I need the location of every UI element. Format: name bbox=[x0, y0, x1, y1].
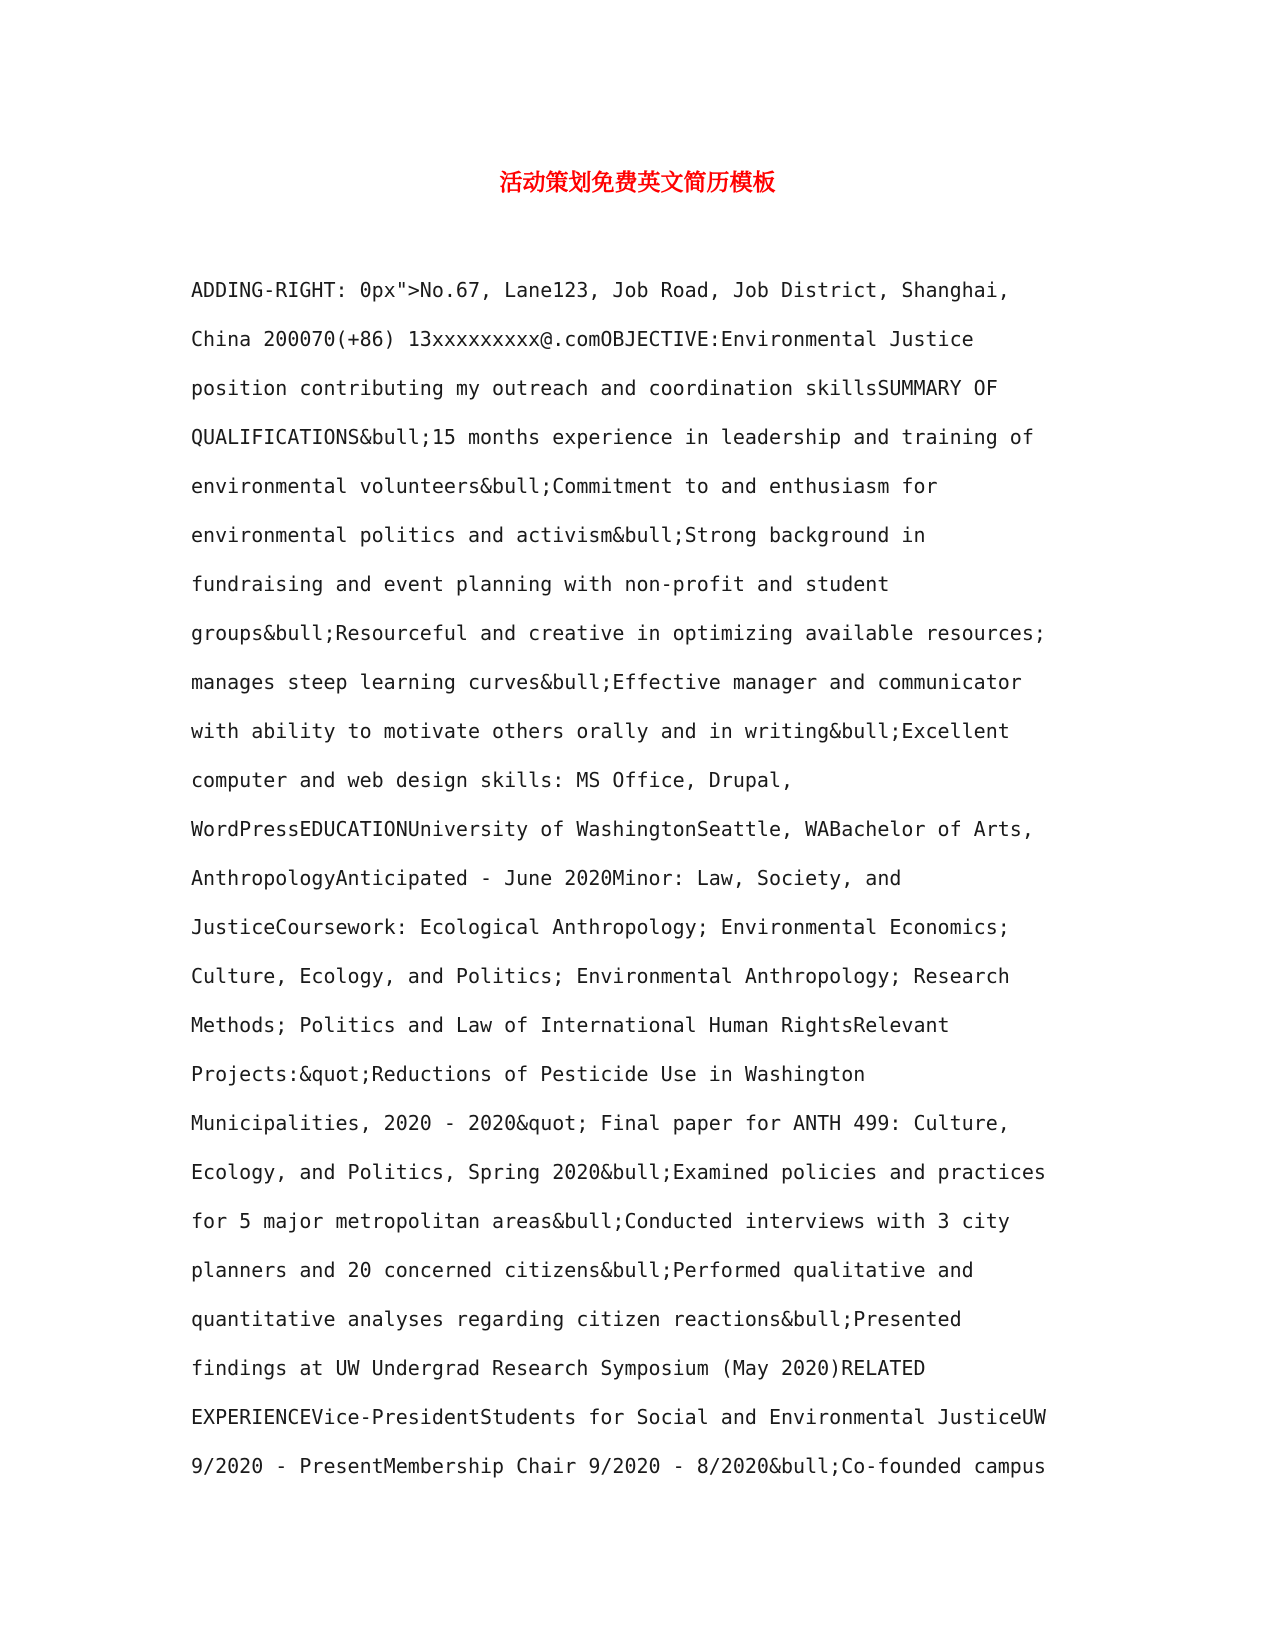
text-line: with ability to motivate others orally and in writing&bull;Excellent bbox=[191, 719, 1010, 743]
text-line: quantitative analyses regarding citizen reactions&bull;Presented bbox=[191, 1307, 962, 1331]
text-line: Methods; Politics and Law of International Human RightsRelevant bbox=[191, 1013, 950, 1037]
text-line: Municipalities, 2020 - 2020&quot; Final paper for ANTH 499: Culture, bbox=[191, 1111, 1010, 1135]
text-line: for 5 major metropolitan areas&bull;Conducted interviews with 3 city bbox=[191, 1209, 1010, 1233]
text-line: Ecology, and Politics, Spring 2020&bull;Examined policies and practices bbox=[191, 1160, 1046, 1184]
text-line: manages steep learning curves&bull;Effective manager and communicator bbox=[191, 670, 1022, 694]
text-line: position contributing my outreach and coordination skillsSUMMARY OF bbox=[191, 376, 998, 400]
text-line: EXPERIENCEVice-PresidentStudents for Social and Environmental JusticeUW bbox=[191, 1405, 1046, 1429]
text-line: JusticeCoursework: Ecological Anthropology; Environmental Economics; bbox=[191, 915, 1010, 939]
text-line: planners and 20 concerned citizens&bull;Performed qualitative and bbox=[191, 1258, 974, 1282]
text-line: QUALIFICATIONS&bull;15 months experience in leadership and training of bbox=[191, 425, 1034, 449]
text-line: China 200070(+86) 13xxxxxxxxx@.comOBJECTIVE:Environmental Justice bbox=[191, 327, 974, 351]
text-line: Culture, Ecology, and Politics; Environmental Anthropology; Research bbox=[191, 964, 1010, 988]
text-line: AnthropologyAnticipated - June 2020Minor: Law, Society, and bbox=[191, 866, 902, 890]
text-line: fundraising and event planning with non-profit and student bbox=[191, 572, 890, 596]
text-line: computer and web design skills: MS Office, Drupal, bbox=[191, 768, 794, 792]
text-line: groups&bull;Resourceful and creative in optimizing available resources; bbox=[191, 621, 1046, 645]
text-line: environmental politics and activism&bull;Strong background in bbox=[191, 523, 926, 547]
resume-body bbox=[191, 266, 1091, 1491]
text-line: ADDING-RIGHT: 0px">No.67, Lane123, Job Road, Job District, Shanghai, bbox=[191, 278, 1010, 302]
text-line: Projects:&quot;Reductions of Pesticide Use in Washington bbox=[191, 1062, 866, 1086]
text-line: findings at UW Undergrad Research Symposium (May 2020)RELATED bbox=[191, 1356, 926, 1380]
document-title: 活动策划免费英文简历模板 bbox=[499, 169, 776, 196]
text-line: WordPressEDUCATIONUniversity of WashingtonSeattle, WABachelor of Arts, bbox=[191, 817, 1034, 841]
text-line: 9/2020 - PresentMembership Chair 9/2020 - 8/2020&bull;Co-founded campus bbox=[191, 1454, 1046, 1478]
text-line: environmental volunteers&bull;Commitment to and enthusiasm for bbox=[191, 474, 938, 498]
